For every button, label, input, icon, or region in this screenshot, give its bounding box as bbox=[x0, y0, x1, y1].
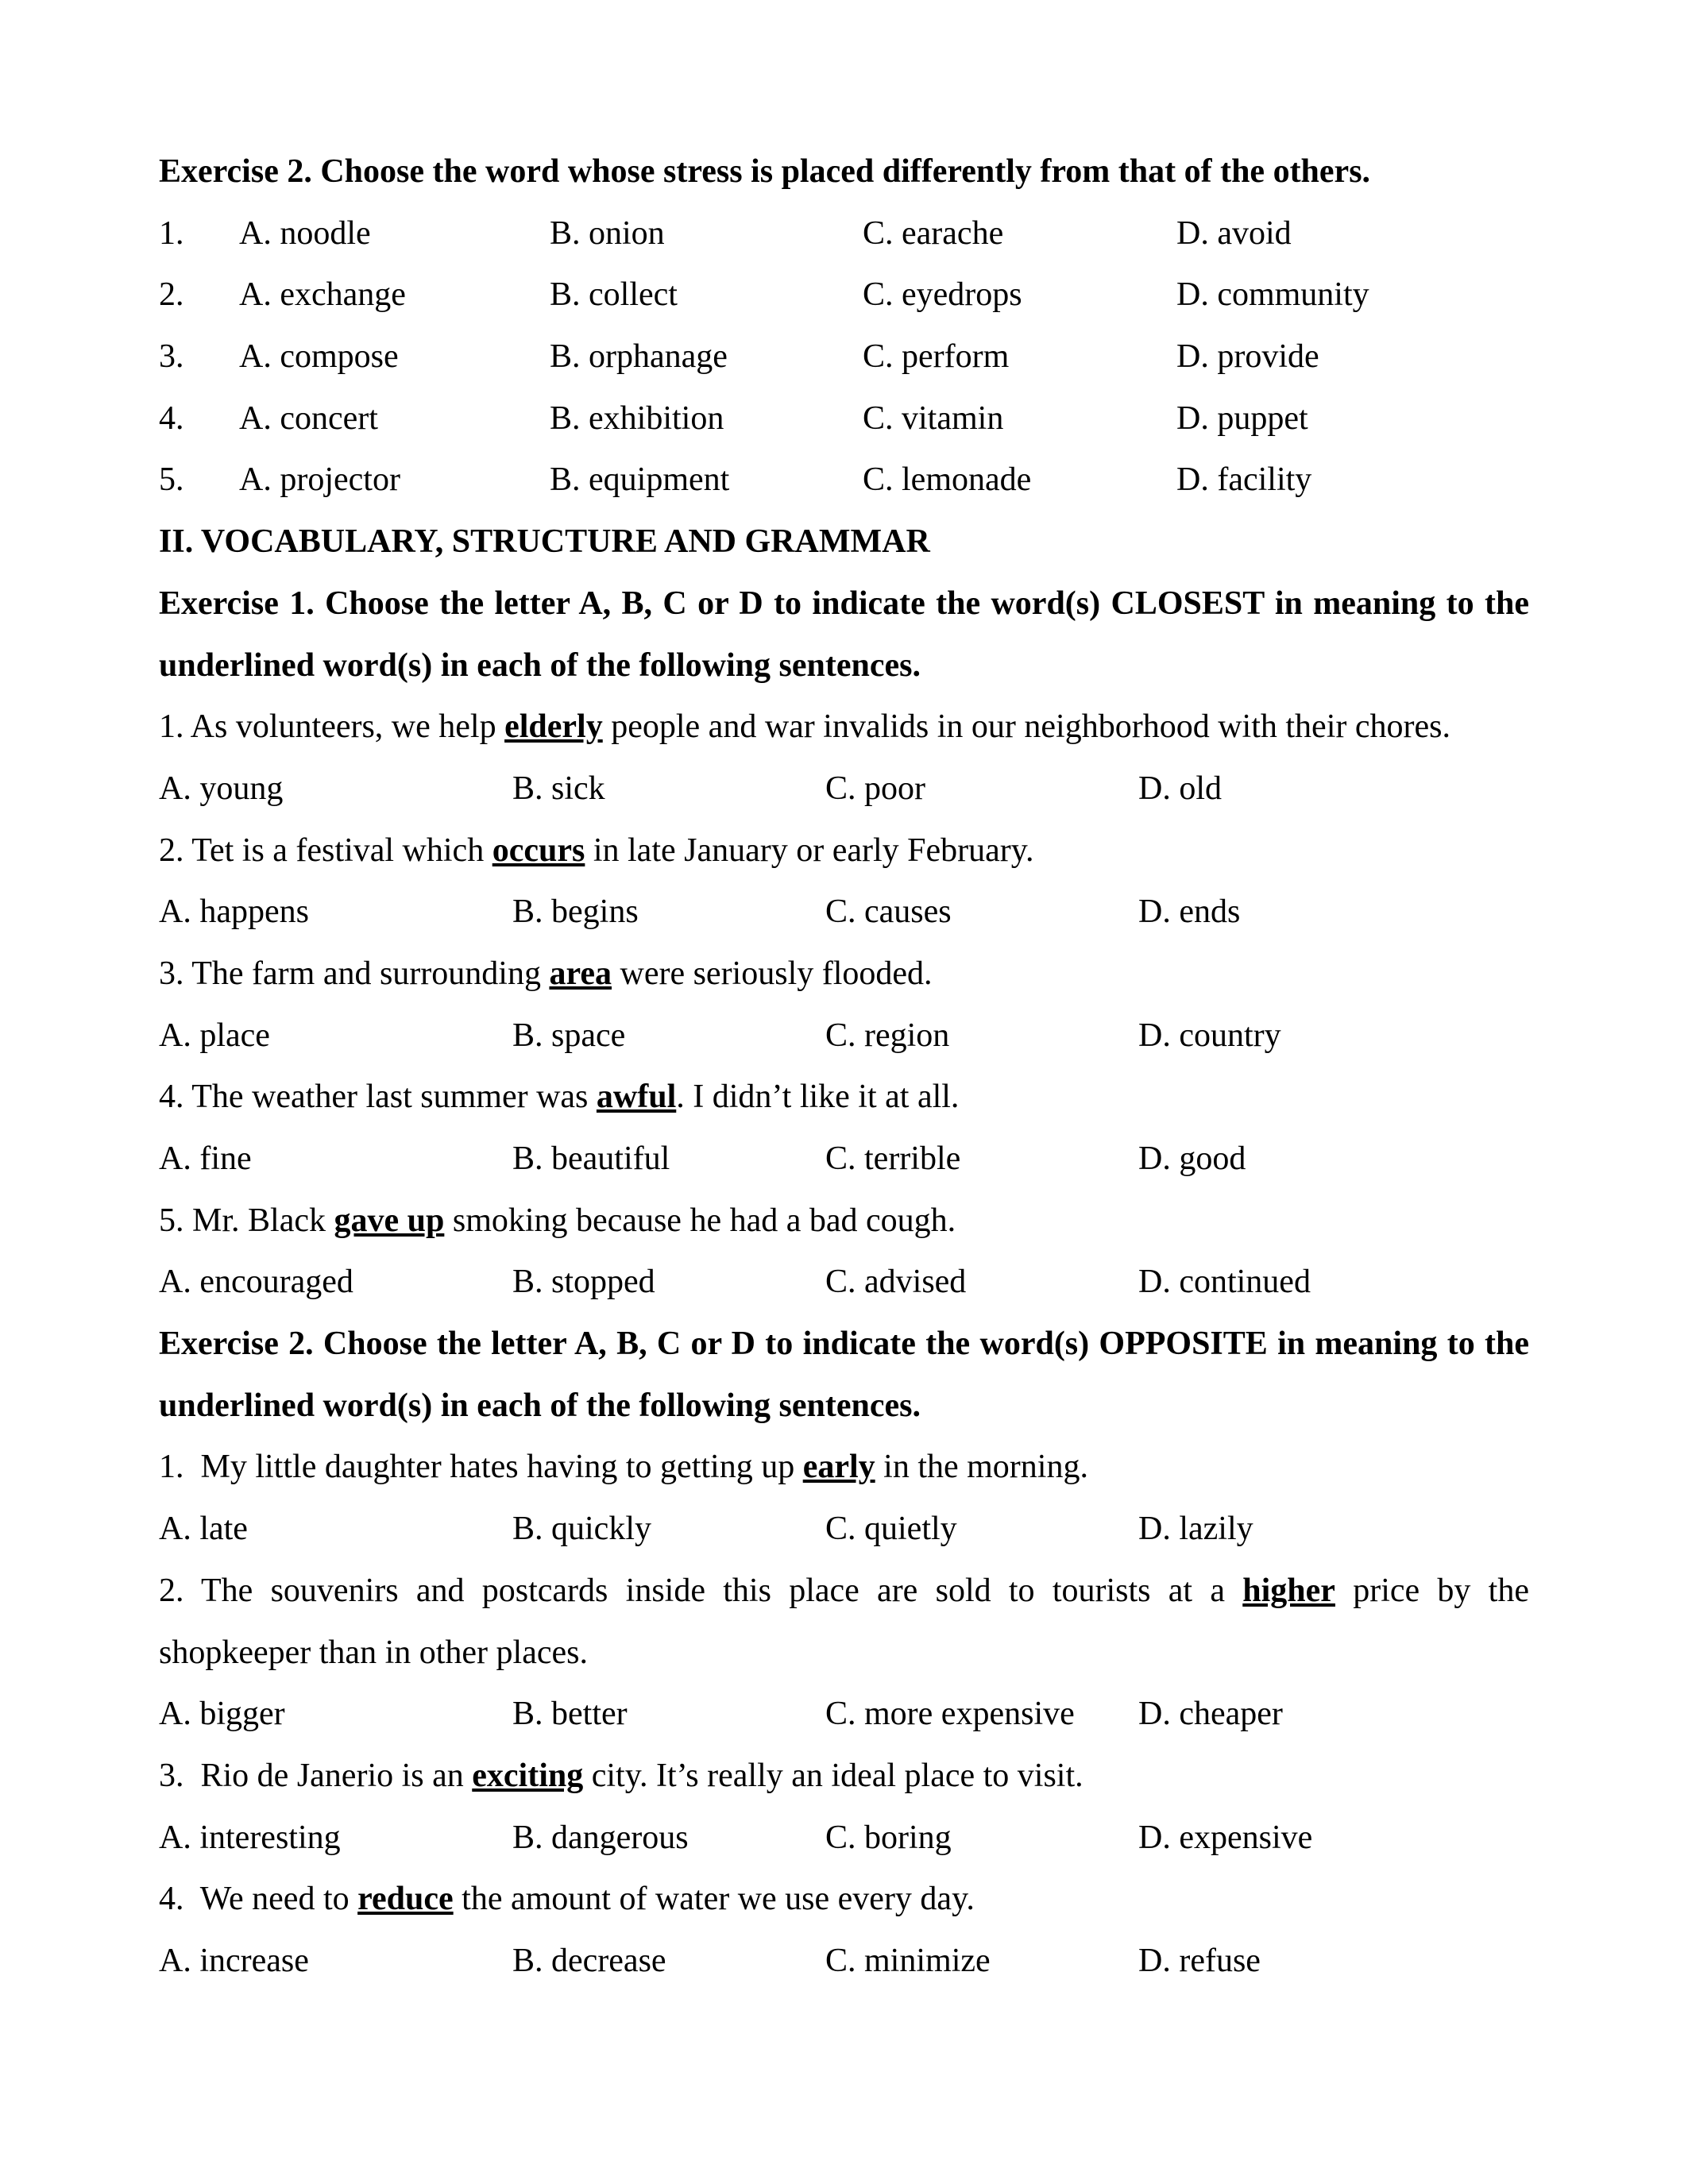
answer-option: B. better bbox=[512, 1696, 628, 1733]
answer-option: B. quickly bbox=[512, 1511, 651, 1548]
stress-question-row bbox=[159, 264, 1529, 326]
answer-option: C. lemonade bbox=[863, 461, 1032, 499]
text-segment: Exercise 2. Choose the letter A, B, C or D to indicate the word(s) OPPOSITE in meaning to the underlined word(s) in each of the following sentences. bbox=[159, 1325, 1529, 1424]
answer-option: C. earache bbox=[863, 214, 1004, 252]
underlined-term: occurs bbox=[492, 832, 585, 869]
answer-options-row bbox=[159, 1129, 1529, 1190]
text-segment: 5. Mr. Black bbox=[159, 1202, 334, 1239]
question-text bbox=[159, 1067, 1529, 1129]
text-segment: Exercise 1. Choose the letter A, B, C or D to indicate the word(s) CLOSEST in meaning to the underlined word(s) in each of the following sentences. bbox=[159, 585, 1529, 684]
answer-options-row bbox=[159, 1005, 1529, 1067]
question-text bbox=[159, 820, 1529, 882]
answer-option: A. young bbox=[159, 770, 284, 807]
answer-option: C. more expensive bbox=[825, 1696, 1075, 1733]
underlined-term: reduce bbox=[357, 1881, 454, 1918]
question-text bbox=[159, 1746, 1529, 1808]
text-segment: 1. My little daughter hates having to getting up bbox=[159, 1449, 803, 1486]
section-heading bbox=[159, 573, 1529, 696]
answer-option: A. late bbox=[159, 1511, 248, 1548]
answer-options-row bbox=[159, 1808, 1529, 1870]
answer-option: C. minimize bbox=[825, 1942, 991, 1979]
answer-option: B. orphanage bbox=[550, 338, 728, 376]
answer-option: A. interesting bbox=[159, 1819, 341, 1856]
answer-options-row bbox=[159, 1684, 1529, 1746]
underlined-term: early bbox=[802, 1449, 875, 1486]
answer-option: D. community bbox=[1176, 276, 1369, 314]
question-text bbox=[159, 1190, 1529, 1252]
answer-option: D. continued bbox=[1138, 1264, 1311, 1301]
question-number: 5. bbox=[159, 461, 184, 499]
answer-options-row bbox=[159, 758, 1529, 820]
text-segment: in late January or early February. bbox=[585, 832, 1034, 869]
question-number: 2. bbox=[159, 276, 184, 314]
answer-option: B. beautiful bbox=[512, 1140, 670, 1177]
underlined-term: higher bbox=[1242, 1572, 1335, 1609]
text-segment: 4. We need to bbox=[159, 1881, 358, 1918]
section-heading bbox=[159, 1314, 1529, 1437]
answer-option: D. ends bbox=[1138, 893, 1241, 931]
text-segment: 1. As volunteers, we help bbox=[159, 708, 505, 746]
answer-option: C. vitamin bbox=[863, 399, 1004, 437]
answer-option: A. increase bbox=[159, 1942, 309, 1979]
answer-option: A. noodle bbox=[239, 214, 371, 252]
answer-option: B. space bbox=[512, 1017, 626, 1054]
question-text bbox=[159, 943, 1529, 1005]
answer-option: A. place bbox=[159, 1017, 270, 1054]
question-number: 4. bbox=[159, 399, 184, 437]
question-text bbox=[159, 1437, 1529, 1499]
answer-option: D. good bbox=[1138, 1140, 1246, 1177]
underlined-term: awful bbox=[596, 1078, 677, 1116]
answer-option: C. advised bbox=[825, 1264, 967, 1301]
answer-option: A. projector bbox=[239, 461, 400, 499]
answer-option: D. facility bbox=[1176, 461, 1312, 499]
answer-option: D. cheaper bbox=[1138, 1696, 1283, 1733]
answer-option: A. concert bbox=[239, 399, 378, 437]
stress-question-row bbox=[159, 326, 1529, 388]
stress-question-row bbox=[159, 388, 1529, 450]
answer-option: A. bigger bbox=[159, 1696, 285, 1733]
answer-option: A. encouraged bbox=[159, 1264, 353, 1301]
answer-option: C. poor bbox=[825, 770, 925, 807]
question-number: 1. bbox=[159, 214, 184, 252]
text-segment: 2. The souvenirs and postcards inside this place are sold to tourists at a bbox=[159, 1572, 1243, 1609]
answer-option: D. provide bbox=[1176, 338, 1319, 376]
answer-options-row bbox=[159, 1252, 1529, 1314]
question-text bbox=[159, 1869, 1529, 1931]
answer-option: C. terrible bbox=[825, 1140, 961, 1177]
text-segment: 3. The farm and surrounding bbox=[159, 955, 550, 992]
answer-option: A. exchange bbox=[239, 276, 406, 314]
answer-option: D. expensive bbox=[1138, 1819, 1313, 1856]
stress-question-row bbox=[159, 203, 1529, 265]
text-segment: 4. The weather last summer was bbox=[159, 1078, 597, 1116]
text-segment: people and war invalids in our neighborhood with their chores. bbox=[602, 708, 1450, 746]
answer-option: D. avoid bbox=[1176, 214, 1292, 252]
answer-option: B. onion bbox=[550, 214, 665, 252]
answer-option: B. stopped bbox=[512, 1264, 655, 1301]
text-segment: 2. Tet is a festival which bbox=[159, 832, 492, 869]
underlined-term: exciting bbox=[472, 1757, 584, 1794]
text-segment: in the morning. bbox=[875, 1449, 1088, 1486]
section-heading bbox=[159, 141, 1529, 203]
answer-option: C. boring bbox=[825, 1819, 952, 1856]
text-segment: price by the shopkeeper than in other places. bbox=[159, 1572, 1529, 1671]
answer-option: B. dangerous bbox=[512, 1819, 689, 1856]
text-segment: . I didn’t like it at all. bbox=[676, 1078, 960, 1116]
text-segment: II. VOCABULARY, STRUCTURE AND GRAMMAR bbox=[159, 523, 930, 561]
text-segment: the amount of water we use every day. bbox=[453, 1881, 975, 1918]
answer-option: D. old bbox=[1138, 770, 1222, 807]
answer-option: C. eyedrops bbox=[863, 276, 1022, 314]
answer-option: A. happens bbox=[159, 893, 309, 931]
answer-options-row bbox=[159, 1499, 1529, 1561]
text-segment: were seriously flooded. bbox=[611, 955, 933, 992]
answer-options-row bbox=[159, 882, 1529, 943]
question-text bbox=[159, 696, 1529, 758]
answer-option: B. sick bbox=[512, 770, 605, 807]
question-number: 3. bbox=[159, 338, 184, 376]
text-segment: city. It’s really an ideal place to visit. bbox=[583, 1757, 1083, 1794]
text-segment: 3. Rio de Janerio is an bbox=[159, 1757, 473, 1794]
answer-option: A. compose bbox=[239, 338, 399, 376]
answer-options-row bbox=[159, 1931, 1529, 1993]
answer-option: C. causes bbox=[825, 893, 952, 931]
answer-option: C. region bbox=[825, 1017, 950, 1054]
question-text bbox=[159, 1561, 1529, 1684]
underlined-term: gave up bbox=[334, 1202, 445, 1239]
answer-option: D. puppet bbox=[1176, 399, 1308, 437]
answer-option: B. begins bbox=[512, 893, 639, 931]
answer-option: D. country bbox=[1138, 1017, 1281, 1054]
answer-option: C. quietly bbox=[825, 1511, 957, 1548]
answer-option: C. perform bbox=[863, 338, 1010, 376]
text-segment: Exercise 2. Choose the word whose stress is placed differently from that of the others. bbox=[159, 153, 1371, 190]
answer-option: D. refuse bbox=[1138, 1942, 1261, 1979]
answer-option: B. collect bbox=[550, 276, 678, 314]
underlined-term: area bbox=[549, 955, 612, 992]
answer-option: B. equipment bbox=[550, 461, 730, 499]
section-heading bbox=[159, 511, 1529, 573]
text-segment: smoking because he had a bad cough. bbox=[444, 1202, 956, 1239]
answer-option: B. decrease bbox=[512, 1942, 666, 1979]
stress-question-row bbox=[159, 450, 1529, 511]
answer-option: A. fine bbox=[159, 1140, 252, 1177]
answer-option: B. exhibition bbox=[550, 399, 724, 437]
underlined-term: elderly bbox=[504, 708, 603, 746]
answer-option: D. lazily bbox=[1138, 1511, 1253, 1548]
